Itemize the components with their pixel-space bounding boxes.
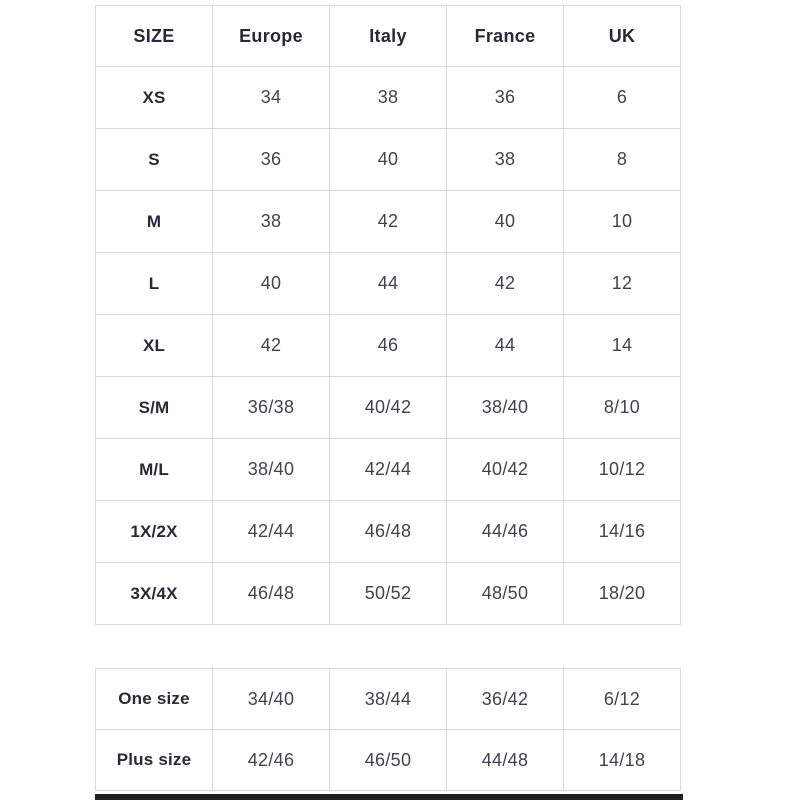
column-header-france: France (447, 6, 564, 67)
table-row (96, 730, 681, 791)
size-value-cell: 14/18 (564, 730, 681, 791)
size-value-cell: 10/12 (564, 439, 681, 501)
column-header-size: SIZE (96, 6, 213, 67)
size-value-cell: 36/38 (213, 377, 330, 439)
size-value-cell: 46/48 (213, 563, 330, 625)
size-value-cell: 42/44 (213, 501, 330, 563)
size-value-cell: 46/50 (330, 730, 447, 791)
size-value-cell: 40/42 (330, 377, 447, 439)
size-value-cell: 46/48 (330, 501, 447, 563)
size-value-cell: 14/16 (564, 501, 681, 563)
table-row (96, 253, 681, 315)
size-conversion-table (95, 5, 681, 625)
size-value-cell: 44/48 (447, 730, 564, 791)
size-label-cell: XL (96, 315, 213, 377)
size-value-cell: 42 (330, 191, 447, 253)
size-value-cell: 34/40 (213, 669, 330, 730)
size-value-cell: 12 (564, 253, 681, 315)
size-value-cell: 38 (330, 67, 447, 129)
column-header-europe: Europe (213, 6, 330, 67)
table-row (96, 501, 681, 563)
size-value-cell: 40 (330, 129, 447, 191)
column-header-italy: Italy (330, 6, 447, 67)
size-value-cell: 46 (330, 315, 447, 377)
size-value-cell: 50/52 (330, 563, 447, 625)
size-value-cell: 38/40 (447, 377, 564, 439)
table-row (96, 67, 681, 129)
size-value-cell: 42/46 (213, 730, 330, 791)
size-value-cell: 44 (447, 315, 564, 377)
size-value-cell: 40 (447, 191, 564, 253)
size-value-cell: 40/42 (447, 439, 564, 501)
size-label-cell: 1X/2X (96, 501, 213, 563)
size-label-cell: XS (96, 67, 213, 129)
size-label-cell: S/M (96, 377, 213, 439)
table-row (96, 129, 681, 191)
size-value-cell: 42 (447, 253, 564, 315)
size-value-cell: 44/46 (447, 501, 564, 563)
size-value-cell: 38 (447, 129, 564, 191)
size-label-cell: 3X/4X (96, 563, 213, 625)
size-value-cell: 38/44 (330, 669, 447, 730)
size-value-cell: 6/12 (564, 669, 681, 730)
column-header-uk: UK (564, 6, 681, 67)
special-sizes-table (95, 668, 681, 791)
table-row (96, 669, 681, 730)
size-value-cell: 6 (564, 67, 681, 129)
size-value-cell: 42 (213, 315, 330, 377)
size-value-cell: 36 (213, 129, 330, 191)
size-label-cell: M (96, 191, 213, 253)
size-value-cell: 36 (447, 67, 564, 129)
table-row (96, 191, 681, 253)
size-value-cell: 38/40 (213, 439, 330, 501)
size-value-cell: 34 (213, 67, 330, 129)
cropped-next-section-edge (95, 794, 683, 800)
size-value-cell: 48/50 (447, 563, 564, 625)
size-value-cell: 14 (564, 315, 681, 377)
table-row (96, 315, 681, 377)
size-label-cell: M/L (96, 439, 213, 501)
table-row (96, 439, 681, 501)
table-row (96, 563, 681, 625)
size-value-cell: 40 (213, 253, 330, 315)
size-value-cell: 42/44 (330, 439, 447, 501)
size-value-cell: 36/42 (447, 669, 564, 730)
size-label-cell: S (96, 129, 213, 191)
size-value-cell: 10 (564, 191, 681, 253)
table-row (96, 377, 681, 439)
size-value-cell: 38 (213, 191, 330, 253)
size-label-cell: L (96, 253, 213, 315)
size-label-cell: One size (96, 669, 213, 730)
size-value-cell: 44 (330, 253, 447, 315)
size-value-cell: 8/10 (564, 377, 681, 439)
table-header-row (96, 6, 681, 67)
size-label-cell: Plus size (96, 730, 213, 791)
size-value-cell: 18/20 (564, 563, 681, 625)
size-value-cell: 8 (564, 129, 681, 191)
